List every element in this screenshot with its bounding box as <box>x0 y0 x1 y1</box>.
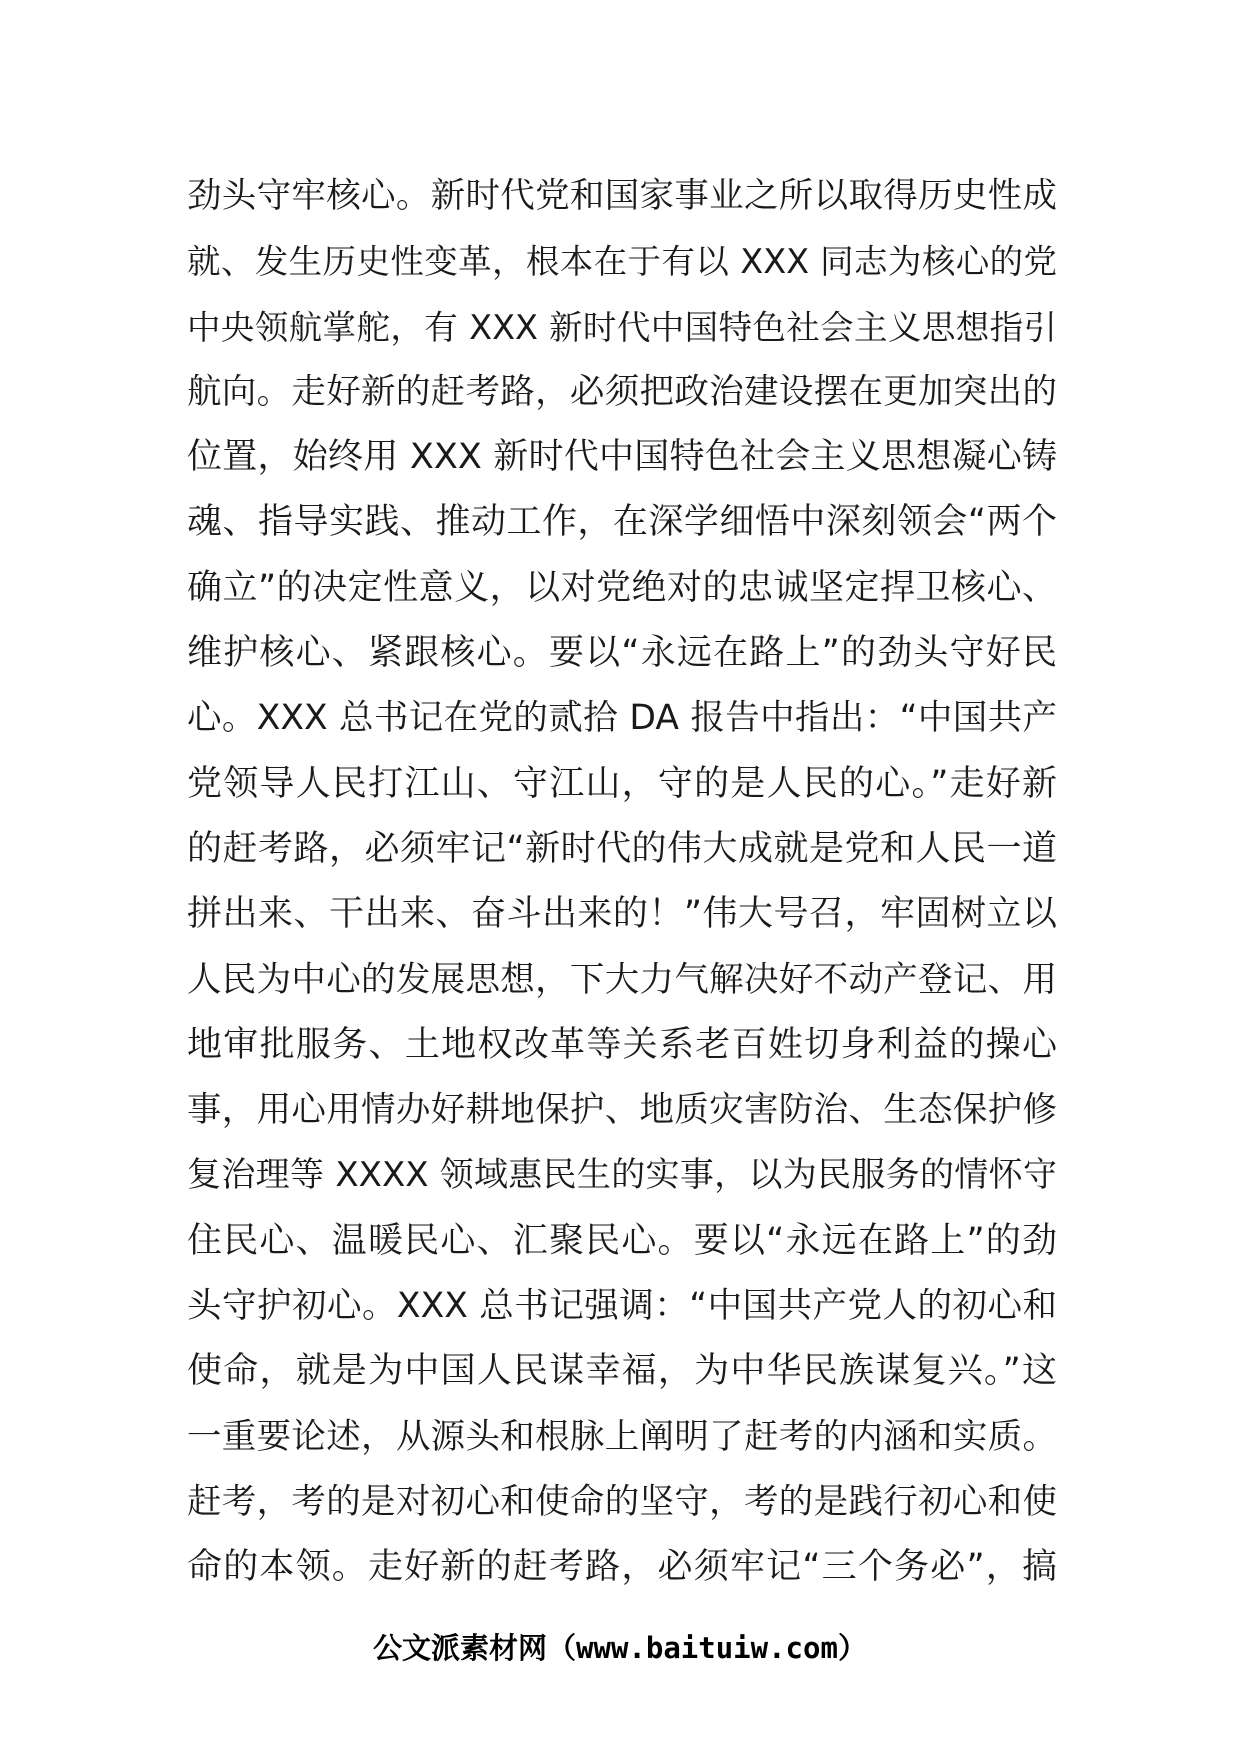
text-line: 心。XXX 总书记在党的贰拾 DA 报告中指出：“中国共产 <box>187 698 1057 739</box>
text-line: 拼出来、干出来、奋斗出来的！”伟大号召，牢固树立以 <box>187 894 1057 935</box>
text-line: 地审批服务、土地权改革等关系老百姓切身利益的操心 <box>187 1024 1057 1065</box>
text-line: 维护核心、紧跟核心。要以“永远在路上”的劲头守好民 <box>187 633 1057 674</box>
text-line: 住民心、温暖民心、汇聚民心。要以“永远在路上”的劲 <box>187 1220 1057 1261</box>
text-line: 事，用心用情办好耕地保护、地质灾害防治、生态保护修 <box>187 1090 1057 1131</box>
footer-source: 公文派素材网（www.baituiw.com） <box>373 1631 867 1665</box>
text-line: 赶考，考的是对初心和使命的坚守，考的是践行初心和使 <box>187 1481 1057 1522</box>
text-line: 头守护初心。XXX 总书记强调：“中国共产党人的初心和 <box>187 1286 1057 1327</box>
text-line: 就、发生历史性变革，根本在于有以 XXX 同志为核心的党 <box>187 242 1057 282</box>
body-paragraph <box>187 164 1057 1601</box>
text-line: 中央领航掌舵，有 XXX 新时代中国特色社会主义思想指引 <box>187 307 1057 347</box>
text-line: 位置，始终用 XXX 新时代中国特色社会主义思想凝心铸 <box>187 437 1057 478</box>
text-line: 确立”的决定性意义，以对党绝对的忠诚坚定捍卫核心、 <box>187 567 1057 608</box>
text-line: 魂、指导实践、推动工作，在深学细悟中深刻领会“两个 <box>187 502 1057 543</box>
text-line: 命的本领。走好新的赶考路，必须牢记“三个务必”，搞 <box>187 1547 1057 1588</box>
text-line: 一重要论述，从源头和根脉上阐明了赶考的内涵和实质。 <box>187 1416 1057 1457</box>
text-line: 劲头守牢核心。新时代党和国家事业之所以取得历史性成 <box>187 176 1057 216</box>
text-line: 党领导人民打江山、守江山，守的是人民的心。”走好新 <box>187 763 1057 804</box>
text-line: 复治理等 XXXX 领域惠民生的实事，以为民服务的情怀守 <box>187 1155 1057 1196</box>
text-line: 使命，就是为中国人民谋幸福，为中华民族谋复兴。”这 <box>187 1351 1057 1392</box>
text-line: 航向。走好新的赶考路，必须把政治建设摆在更加突出的 <box>187 371 1057 412</box>
text-line: 的赶考路，必须牢记“新时代的伟大成就是党和人民一道 <box>187 828 1057 869</box>
text-line: 人民为中心的发展思想，下大力气解决好不动产登记、用 <box>187 959 1057 1000</box>
